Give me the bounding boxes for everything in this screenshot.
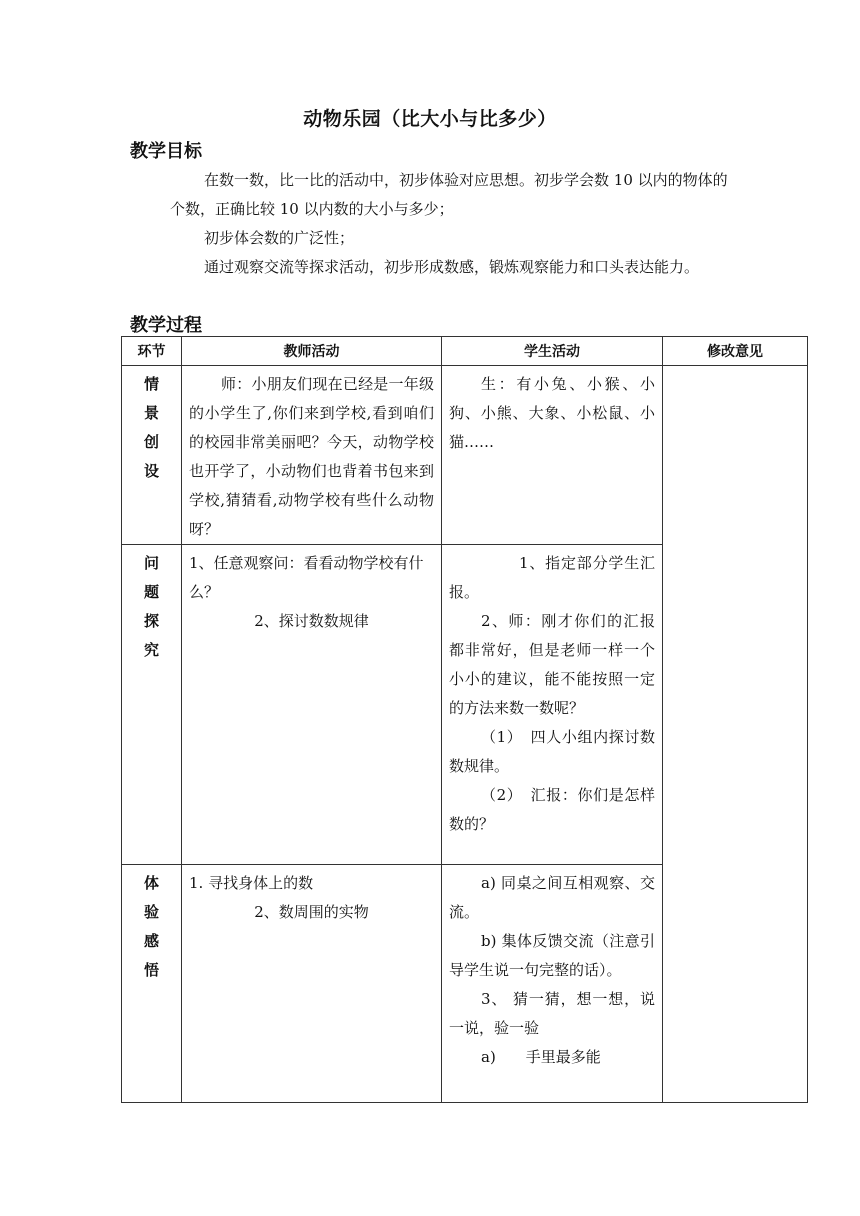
student-activity-cell bbox=[442, 366, 663, 545]
student-text: 1、指定部分学生汇报。 bbox=[449, 554, 655, 601]
lesson-table bbox=[121, 336, 808, 1103]
stage-char: 悟 bbox=[143, 961, 159, 979]
notes-cell bbox=[663, 366, 808, 1103]
student-text: 2、师：刚才你们的汇报都非常好，但是老师一样一个小小的建议，能不能按照一定的方法来数一数呢？ bbox=[449, 612, 655, 717]
student-text: a) 同桌之间互相观察、交流。 bbox=[449, 874, 655, 921]
stage-char: 探 bbox=[143, 612, 159, 630]
teacher-text: 1. 寻找身体上的数 bbox=[189, 874, 314, 892]
teacher-activity-cell bbox=[182, 545, 442, 865]
header-student: 学生活动 bbox=[442, 337, 663, 366]
teacher-text: 2、探讨数数规律 bbox=[254, 612, 369, 630]
stage-char: 感 bbox=[143, 932, 159, 950]
stage-char: 设 bbox=[143, 462, 159, 480]
stage-char: 问 bbox=[143, 554, 159, 572]
stage-char: 题 bbox=[143, 583, 159, 601]
student-text: （2） 汇报：你们是怎样数的？ bbox=[449, 786, 655, 833]
document-title: 动物乐园（比大小与比多少） bbox=[303, 108, 557, 130]
teacher-activity-cell bbox=[182, 865, 442, 1103]
teacher-activity-cell bbox=[182, 366, 442, 545]
goals-heading: 教学目标 bbox=[130, 141, 202, 162]
table-row bbox=[122, 366, 808, 545]
student-activity-cell bbox=[442, 865, 663, 1103]
stage-char: 验 bbox=[143, 903, 159, 921]
stage-char: 景 bbox=[143, 404, 159, 422]
header-stage: 环节 bbox=[122, 337, 182, 366]
goal-paragraph-2: 初步体会数的广泛性； bbox=[204, 229, 355, 247]
goal-paragraph-3: 通过观察交流等探求活动，初步形成数感，锻炼观察能力和口头表达能力。 bbox=[204, 258, 700, 276]
process-heading: 教学过程 bbox=[130, 315, 202, 336]
stage-char: 体 bbox=[143, 874, 159, 892]
student-text: b) 集体反馈交流（注意引导学生说一句完整的话）。 bbox=[449, 932, 655, 979]
student-text: 生：有小兔、小猴、小狗、小熊、大象、小松鼠、小猫…… bbox=[449, 375, 655, 451]
stage-char: 究 bbox=[143, 641, 159, 659]
teacher-text: 师：小朋友们现在已经是一年级的小学生了,你们来到学校,看到咱们的校园非常美丽吧？今天，动物学校也开学了，小动物们也背着书包来到学校,猜猜看,动物学校有些什么动物呀？ bbox=[189, 375, 434, 538]
student-text: （1） 四人小组内探讨数数规律。 bbox=[449, 728, 655, 775]
header-teacher: 教师活动 bbox=[182, 337, 442, 366]
student-text: 3、 猜一猜，想一想，说一说，验一验 bbox=[449, 990, 655, 1037]
student-text: a) 手里最多能 bbox=[481, 1048, 601, 1066]
teacher-text: 2、数周围的实物 bbox=[254, 903, 369, 921]
stage-cell bbox=[122, 545, 182, 865]
stage-cell bbox=[122, 366, 182, 545]
stage-cell bbox=[122, 865, 182, 1103]
stage-char: 情 bbox=[143, 375, 159, 393]
teacher-text: 1、任意观察问：看看动物学校有什么？ bbox=[189, 554, 424, 601]
stage-char: 创 bbox=[143, 433, 159, 451]
student-activity-cell bbox=[442, 545, 663, 865]
goal-paragraph-1: 在数一数，比一比的活动中，初步体验对应思想。初步学会数 10 以内的物体的个数，正确比较 10 以内数的大小与多少； bbox=[170, 171, 728, 218]
header-notes: 修改意见 bbox=[663, 337, 808, 366]
table-header-row bbox=[122, 337, 808, 366]
